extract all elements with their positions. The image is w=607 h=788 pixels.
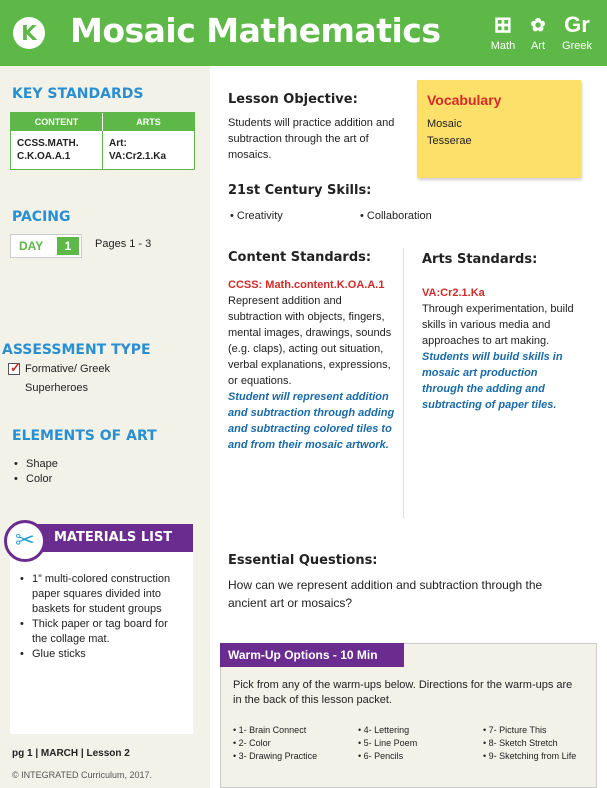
list-item: • 1- Brain Connect	[233, 725, 307, 735]
elements-title: ELEMENTS OF ART	[12, 428, 157, 444]
key-standards-table	[10, 112, 195, 170]
header-bar	[0, 0, 607, 66]
list-item: • Shape	[14, 457, 58, 472]
warm-up-text: Pick from any of the warm-ups below. Directions for the warm-ups are in the back of this lesson packet.	[233, 679, 573, 706]
materials-title: MATERIALS LIST	[30, 524, 193, 552]
objective-title: Lesson Objective:	[228, 92, 358, 107]
page-title: Mosaic Mathematics	[70, 11, 441, 50]
list-item: • Thick paper or tag board for the collage mat.	[20, 617, 185, 647]
skill-item: • Creativity	[230, 210, 283, 222]
warm-up-col2	[358, 724, 417, 763]
essential-questions-title: Essential Questions:	[228, 553, 378, 568]
day-badge: DAY 1	[10, 234, 82, 258]
skills-title: 21st Century Skills:	[228, 183, 372, 198]
greek-icon: Gr	[564, 12, 590, 37]
assessment-line2: Superheroes	[25, 382, 88, 394]
pacing-title: PACING	[12, 209, 71, 225]
skill-item: • Collaboration	[360, 210, 432, 222]
list-item: • 1” multi-colored construction paper squares divided into baskets for student groups	[20, 572, 185, 617]
vocab-word: Tesserae	[427, 135, 472, 147]
grade-badge: K	[13, 17, 45, 49]
column-divider	[403, 248, 404, 518]
content-standards-body: CCSS: Math.content.K.OA.A.1 Represent addition and subtraction with objects, fingers, mental images, drawings, sounds (e.g. claps), acting out situation, verbal explanations, expressions, or equations. Student will represent addition and subtraction through adding and subtracting colored tiles to and from their mosaic artwork.	[228, 279, 395, 451]
elements-list	[14, 457, 58, 487]
materials-box	[10, 524, 193, 734]
vocab-title: Vocabulary	[427, 92, 502, 108]
palette-icon: ✿	[530, 15, 546, 35]
content-col-header: CONTENT	[11, 113, 103, 131]
assessment-title: ASSESSMENT TYPE	[2, 342, 151, 358]
math-subject: ⊞ Math	[483, 12, 523, 52]
content-standard-cell: CCSS.MATH. C.K.OA.A.1	[11, 131, 103, 169]
assessment-line1: Formative/ Greek	[25, 363, 110, 375]
calculator-icon: ⊞	[493, 12, 513, 37]
list-item: • 9- Sketching from Life	[483, 751, 577, 761]
scissors-icon: ✂	[4, 520, 46, 562]
list-item: • Color	[14, 472, 58, 487]
greek-subject: Gr Greek	[557, 12, 597, 52]
footer-nav: pg 1 | MARCH | Lesson 2	[12, 748, 130, 759]
warm-up-box	[220, 643, 597, 788]
list-item: • 4- Lettering	[358, 725, 410, 735]
arts-standard-cell: Art: VA:Cr2.1.Ka	[109, 138, 167, 162]
checkbox-icon: ✓	[10, 360, 21, 375]
list-item: • 6- Pencils	[358, 751, 404, 761]
pages-range: Pages 1 - 3	[95, 238, 152, 250]
objective-text: Students will practice addition and subtraction through the art of mosaics.	[228, 117, 395, 161]
list-item: • 3- Drawing Practice	[233, 751, 318, 761]
list-item: • Glue sticks	[20, 647, 185, 662]
content-standards-title: Content Standards:	[228, 250, 372, 265]
art-subject: ✿ Art	[518, 12, 558, 52]
list-item: • 8- Sketch Stretch	[483, 738, 558, 748]
list-item: • 7- Picture This	[483, 725, 547, 735]
copyright: © INTEGRATED Curriculum, 2017.	[12, 770, 152, 780]
essential-questions-text: How can we represent addition and subtraction through the ancient art or mosaics?	[228, 578, 543, 610]
list-item: • 5- Line Poem	[358, 738, 418, 748]
list-item: • 2- Color	[233, 738, 271, 748]
key-standards-title: KEY STANDARDS	[12, 86, 144, 102]
materials-list	[20, 572, 185, 662]
arts-col-header: ARTS	[136, 117, 161, 127]
arts-standards-body: VA:Cr2.1.Ka Through experimentation, build skills in various media and approaches to art making. Students will build skills in mosaic art production through the adding and subtracting of paper tiles.	[422, 287, 574, 411]
warm-up-col3	[483, 724, 576, 763]
vocabulary-note	[417, 80, 581, 178]
warm-up-title: Warm-Up Options - 10 Min	[220, 643, 404, 667]
warm-up-col1	[233, 724, 317, 763]
arts-standards-title: Arts Standards:	[422, 252, 538, 267]
vocab-word: Mosaic	[427, 118, 462, 130]
